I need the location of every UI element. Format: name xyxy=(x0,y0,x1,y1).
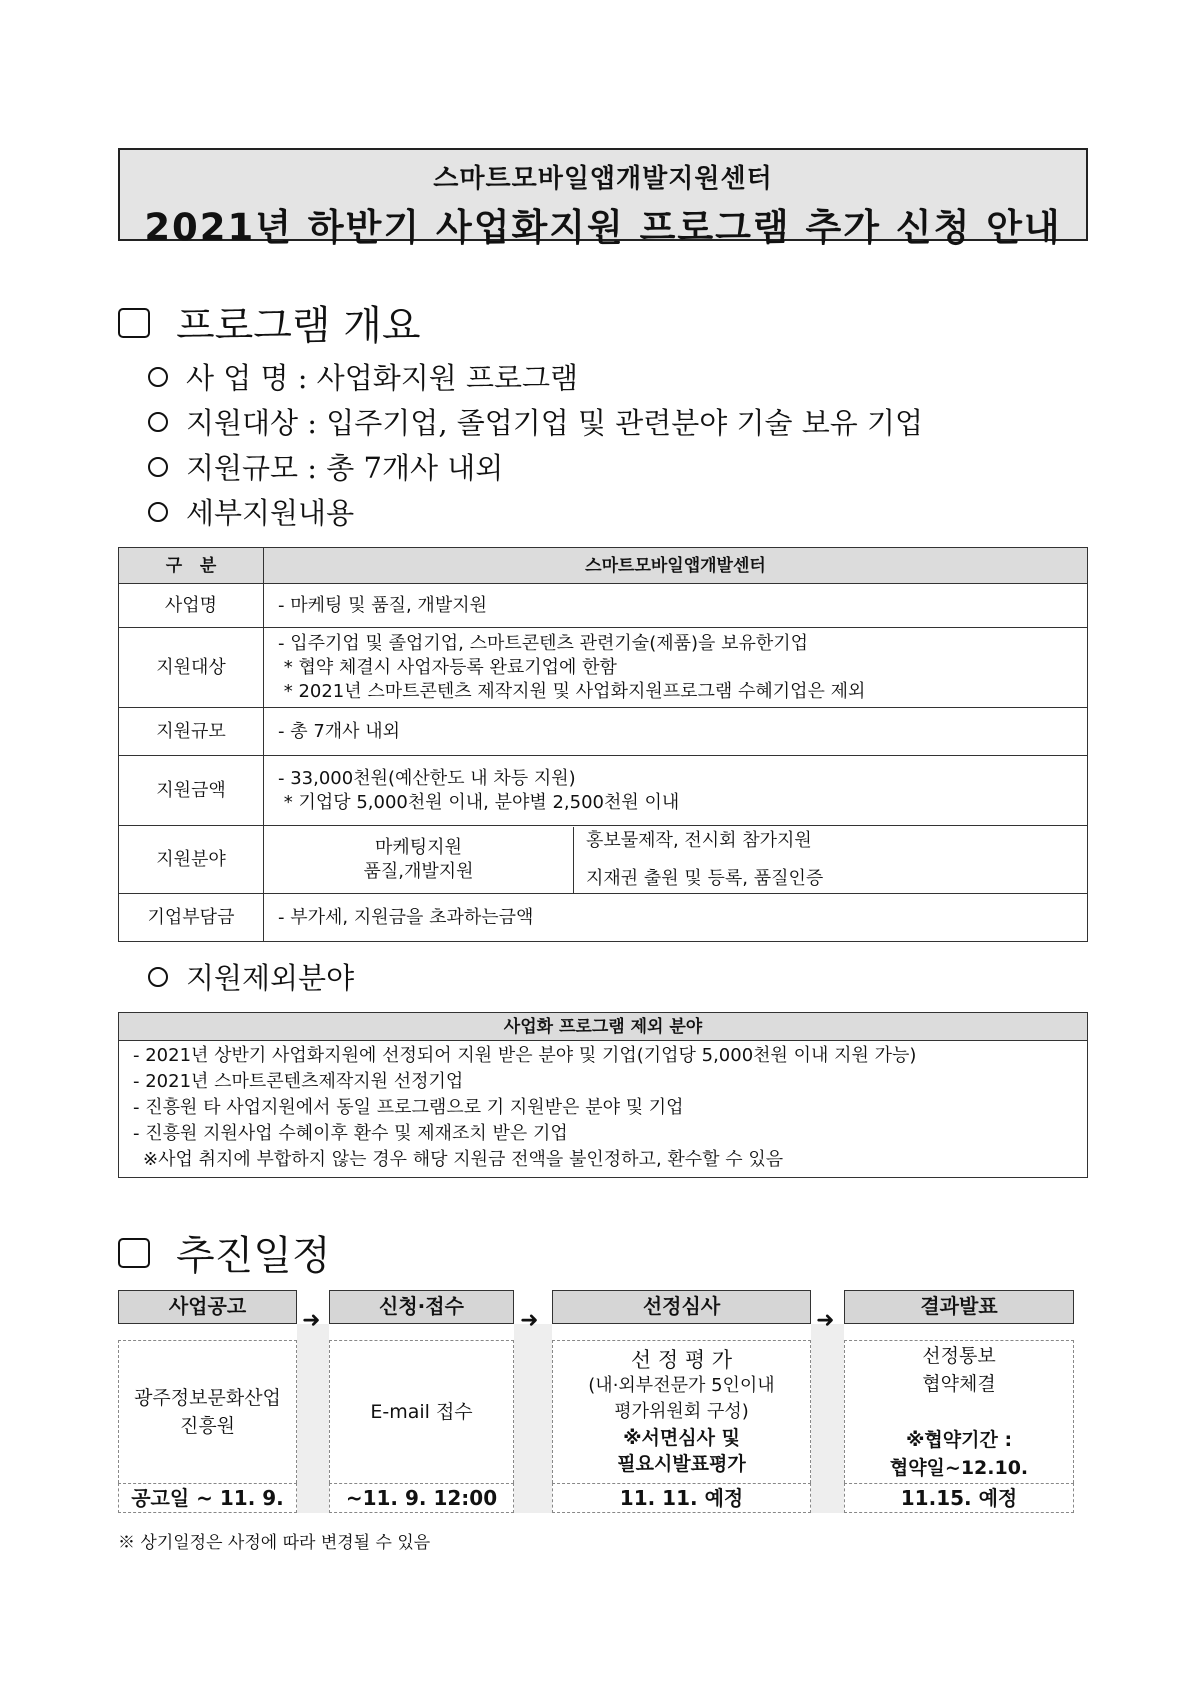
field-left xyxy=(264,827,574,893)
schedule-step-date: 11. 11. 예정 xyxy=(552,1483,811,1513)
field-right xyxy=(574,827,1087,893)
step-body-line: (내·외부전문가 5인이내 xyxy=(588,1375,775,1396)
step-body-bold-line: ※협약기간 : xyxy=(905,1429,1013,1451)
table-row xyxy=(119,708,1088,756)
square-bullet-icon xyxy=(118,308,150,338)
row-value xyxy=(264,708,1088,756)
section-overview-heading xyxy=(118,294,421,351)
schedule-step-title: 선정심사 xyxy=(552,1290,811,1324)
step-body-line: 선 정 평 가 xyxy=(630,1348,733,1372)
circle-bullet-icon xyxy=(148,457,168,477)
bullet-text: 세부지원내용 xyxy=(186,496,355,530)
row-line: - 33,000천원(예산한도 내 차등 지원) xyxy=(278,767,576,789)
exclusion-line: - 진흥원 지원사업 수혜이후 환수 및 제재조치 받은 기업 xyxy=(133,1123,568,1144)
document-title-box xyxy=(118,148,1088,249)
row-line: * 협약 체결시 사업자등록 완료기업에 한함 xyxy=(278,656,617,678)
exclusion-line: ※사업 취지에 부합하지 않는 경우 해당 지원금 전액을 불인정하고, 환수할 수 있음 xyxy=(143,1149,784,1170)
exclusion-bullet xyxy=(148,956,354,997)
field-right-line: 홍보물제작, 전시회 참가지원 xyxy=(586,829,812,851)
row-label: 지원분야 xyxy=(119,826,264,894)
exclusion-header: 사업화 프로그램 제외 분야 xyxy=(119,1013,1087,1041)
row-value xyxy=(264,584,1088,628)
square-bullet-icon xyxy=(118,1238,150,1268)
schedule-gap xyxy=(811,1324,844,1513)
section-overview-title: 프로그램 개요 xyxy=(176,303,421,349)
circle-bullet-icon xyxy=(148,412,168,432)
step-body-bold-line: ※서면심사 및 xyxy=(623,1427,740,1449)
circle-bullet-icon xyxy=(148,967,168,987)
overview-bullet xyxy=(148,401,923,442)
schedule-step-date: 공고일 ~ 11. 9. xyxy=(118,1483,297,1513)
field-cell xyxy=(264,826,1088,894)
support-detail-table xyxy=(118,547,1088,942)
table-row xyxy=(119,628,1088,708)
row-value xyxy=(264,894,1088,942)
schedule-step-body xyxy=(844,1340,1074,1483)
row-line: * 기업당 5,000천원 이내, 분야별 2,500천원 이내 xyxy=(278,791,680,813)
bullet-text: 지원대상 : 입주기업, 졸업기업 및 관련분야 기술 보유 기업 xyxy=(186,406,924,440)
exclusion-line: - 2021년 스마트콘텐츠제작지원 선정기업 xyxy=(133,1071,464,1092)
step-body-line: 평가위원회 구성) xyxy=(614,1401,749,1422)
schedule-step-title: 신청·접수 xyxy=(329,1290,514,1324)
row-line: - 총 7개사 내외 xyxy=(278,720,401,742)
overview-bullet xyxy=(148,356,578,397)
step-body-bold-line: 필요시발표평가 xyxy=(617,1453,746,1475)
step-body-line: 협약체결 xyxy=(922,1373,996,1395)
schedule-gap xyxy=(514,1324,552,1513)
center-name: 스마트모바일앱개발지원센터 xyxy=(433,164,773,194)
header-label: 구 분 xyxy=(119,548,264,584)
table-header-row xyxy=(119,548,1088,584)
section-schedule-title: 추진일정 xyxy=(176,1233,331,1279)
document-title: 2021년 하반기 사업화지원 프로그램 추가 신청 안내 xyxy=(144,206,1062,249)
schedule-step-body xyxy=(552,1340,811,1483)
step-body-line xyxy=(956,1398,962,1426)
schedule-step-body xyxy=(118,1340,297,1483)
field-right-line: 지재권 출원 및 등록, 품질인증 xyxy=(586,867,824,889)
schedule-step-title: 결과발표 xyxy=(844,1290,1074,1324)
schedule-step-title: 사업공고 xyxy=(118,1290,297,1324)
bullet-text: 사 업 명 : 사업화지원 프로그램 xyxy=(186,361,579,395)
table-row xyxy=(119,584,1088,628)
row-line: - 부가세, 지원금을 초과하는금액 xyxy=(278,906,534,928)
table-row xyxy=(119,756,1088,826)
circle-bullet-icon xyxy=(148,502,168,522)
bullet-text: 지원제외분야 xyxy=(186,961,355,995)
exclusion-body xyxy=(119,1041,1087,1177)
row-label: 지원금액 xyxy=(119,756,264,826)
exclusion-line: - 진흥원 타 사업지원에서 동일 프로그램으로 기 지원받은 분야 및 기업 xyxy=(133,1097,684,1118)
row-label: 기업부담금 xyxy=(119,894,264,942)
step-body-bold-line: 협약일~12.10. xyxy=(889,1457,1029,1479)
field-left-line: 마케팅지원 xyxy=(375,836,462,858)
step-body-line: 광주정보문화산업 xyxy=(134,1387,281,1409)
schedule-gap xyxy=(297,1324,329,1513)
circle-bullet-icon xyxy=(148,367,168,387)
arrow-right-icon: ➜ xyxy=(816,1308,835,1333)
overview-bullet xyxy=(148,446,503,487)
row-value xyxy=(264,756,1088,826)
section-schedule-heading xyxy=(118,1224,331,1281)
row-label: 사업명 xyxy=(119,584,264,628)
row-line: - 입주기업 및 졸업기업, 스마트콘텐츠 관련기술(제품)을 보유한기업 xyxy=(278,632,809,654)
row-value xyxy=(264,628,1088,708)
row-label: 지원규모 xyxy=(119,708,264,756)
schedule-note: ※ 상기일정은 사정에 따라 변경될 수 있음 xyxy=(118,1533,431,1553)
arrow-right-icon: ➜ xyxy=(520,1308,539,1333)
step-body-line: 선정통보 xyxy=(922,1345,996,1367)
table-row-field xyxy=(119,826,1088,894)
step-body-line: E-mail 접수 xyxy=(370,1401,473,1423)
schedule-step-body xyxy=(329,1340,514,1483)
row-line: * 2021년 스마트콘텐츠 제작지원 및 사업화지원프로그램 수혜기업은 제외 xyxy=(278,680,866,702)
exclusion-line: - 2021년 상반기 사업화지원에 선정되어 지원 받은 분야 및 기업(기업당 5,000천원 이내 지원 가능) xyxy=(133,1045,917,1066)
row-line: - 마케팅 및 품질, 개발지원 xyxy=(278,594,487,616)
header-value: 스마트모바일앱개발센터 xyxy=(264,548,1088,584)
bullet-text: 지원규모 : 총 7개사 내외 xyxy=(186,451,504,485)
arrow-right-icon: ➜ xyxy=(302,1308,321,1333)
schedule-step-date: 11.15. 예정 xyxy=(844,1483,1074,1513)
schedule-step-date: ~11. 9. 12:00 xyxy=(329,1483,514,1513)
overview-bullet xyxy=(148,491,354,532)
table-row xyxy=(119,894,1088,942)
exclusion-box xyxy=(118,1012,1088,1178)
step-body-line: 진흥원 xyxy=(179,1415,236,1437)
field-left-line: 품질,개발지원 xyxy=(363,860,474,882)
row-label: 지원대상 xyxy=(119,628,264,708)
